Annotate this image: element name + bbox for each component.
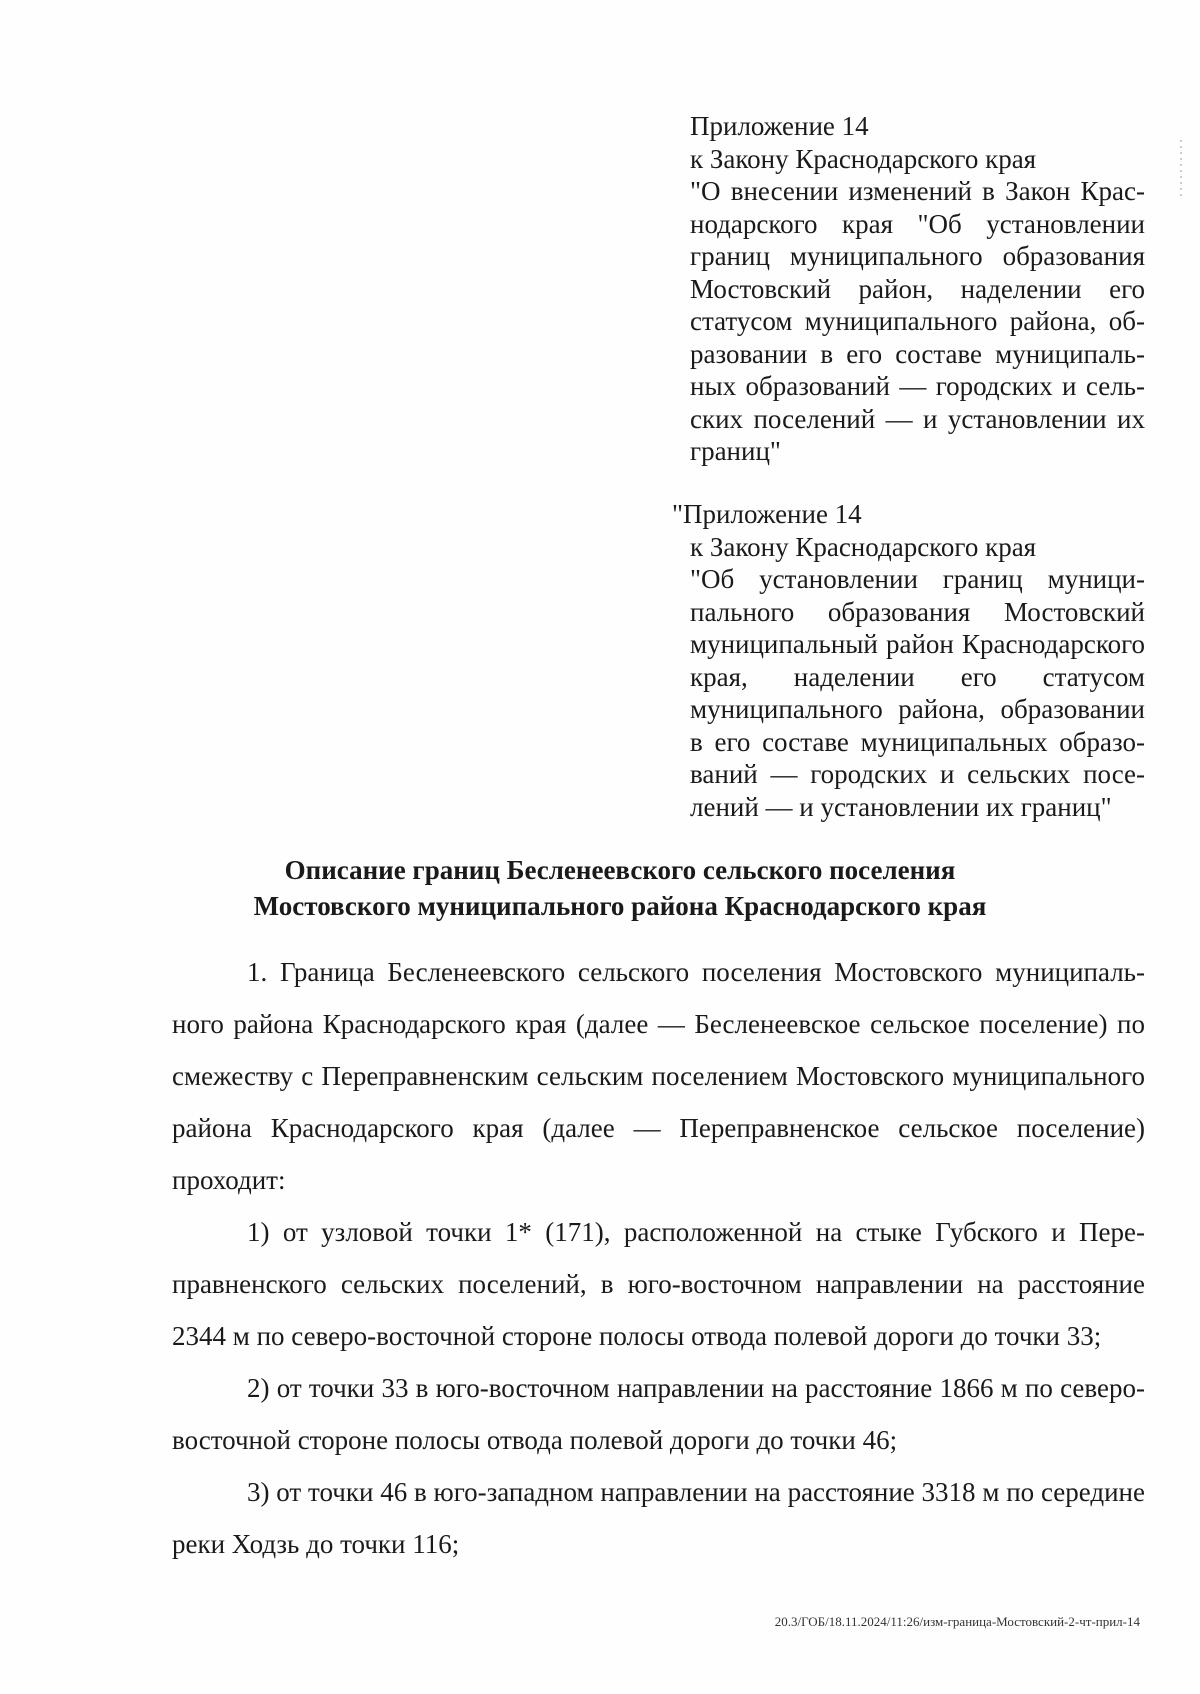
appendix-law-reference: к Закону Краснодарского края [690,143,1037,174]
document-footer-code: 20.3/ГОБ/18.11.2024/11:26/изм-граница-Мостовский-2-чт-прил-14 [774,1614,1140,1629]
heading-line-1: Описание границ Бесленеевского сельского поселения [284,855,956,885]
appendix-block-previous [672,498,1145,823]
paragraph: 2) от точки 33 в юго-восточном направлении на расстояние 1866 м по северо-восточной стороне полосы отвода полевой дороги до точки 46; [172,1373,1145,1455]
paragraph: 3) от точки 46 в юго-западном направлении на расстояние 3318 м по середине реки Ходзь до точки 116; [172,1477,1145,1559]
paragraph: 1. Граница Бесленеевского сельского поселения Мостовского муниципального района Краснодарского края (далее — Бесленеевское сельское поселение) по смежеству с Переправненским сельским поселением Мостовского муниципального района Краснодарского края (далее — Переправненское сельское поселение) проходит: [172,957,1145,1195]
paragraph: 1) от узловой точки 1* (171), расположенной на стыке Губского и Переправненского сельских поселений, в юго-восточном направлении на расстояние 2344 м по северо-восточной стороне полосы отвода полевой дороги до точки 33; [172,1217,1145,1351]
appendix-block-current [690,110,1145,468]
appendix-title: Приложение 14 [690,111,869,141]
document-heading [170,852,1070,924]
scan-edge-mark [1180,140,1182,200]
appendix-title: "Приложение 14 [672,499,862,529]
appendix-law-reference: к Закону Краснодарского края [690,531,1037,562]
heading-line-2: Мостовского муниципального района Краснодарского края [253,891,987,921]
document-body [172,946,1145,1570]
appendix-law-title: "О внесении изменений в Закон Краснодарского края "Об установлении границ муниципального образования Мостовский район, наделении его статусом муниципального района, образовании в его составе муниципальных образований — городских и сельских поселений — и установлении их границ" [690,176,1145,466]
appendix-law-title: "Об установлении границ муниципального образования Мостовский муниципальный район Краснодарского края, наделении его статусом муниципального района, образовании в его составе муниципальных образований — городских и сельских поселений — и установлении их границ" [690,564,1145,822]
